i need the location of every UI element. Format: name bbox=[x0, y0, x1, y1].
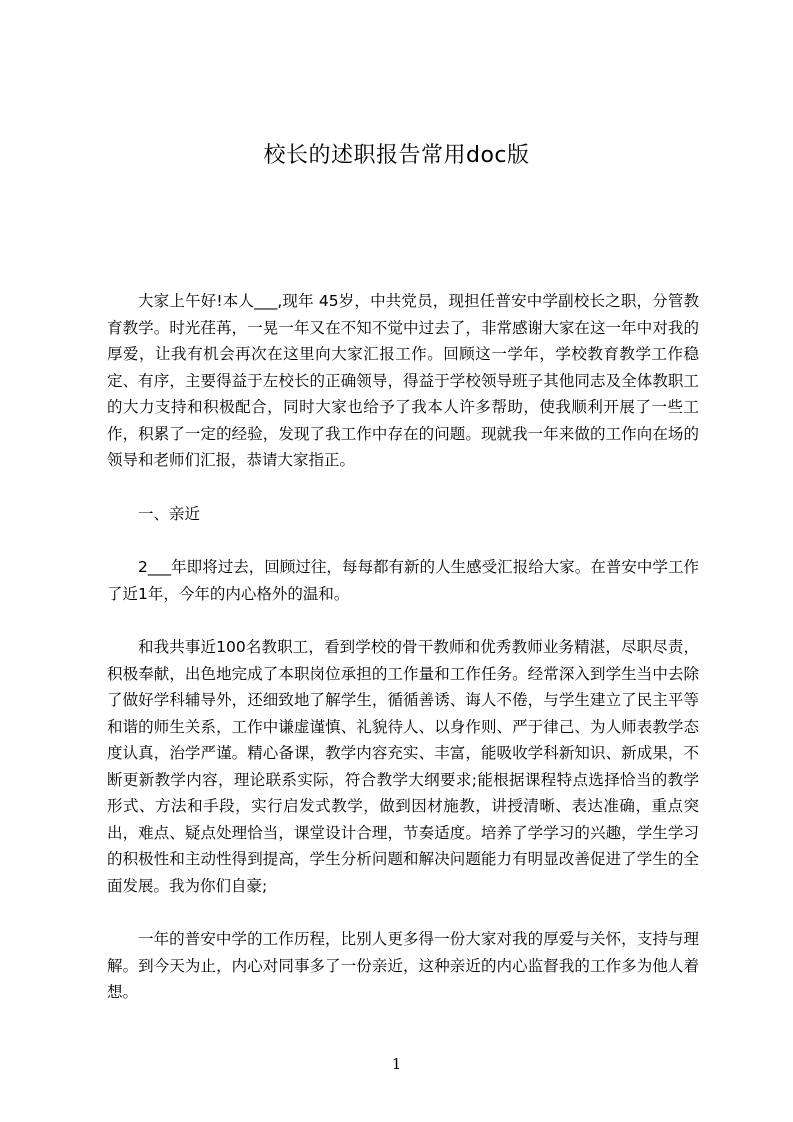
page-number: 1 bbox=[391, 1055, 402, 1073]
paragraph-opening: 大家上午好!本人___,现年 45岁，中共党员，现担任普安中学副校长之职，分管教育教学。时光荏苒，一晃一年又在不知不觉中过去了，非常感谢大家在这一年中对我的厚爱，让我有机会再次在这里向大家汇报工作。回顾这一学年，学校教育教学工作稳定、有序，主要得益于左校长的正确领导，得益于学校领导班子其他同志及全体教职工的大力支持和积极配合，同时大家也给予了我本人许多帮助，使我顺利开展了一些工作，积累了一定的经验，发现了我工作中存在的问题。现就我一年来做的工作向在场的领导和老师们汇报，恭请大家指正。 bbox=[107, 292, 699, 469]
paragraph-work-history: 一年的普安中学的工作历程，比别人更多得一份大家对我的厚爱与关怀，支持与理解。到今天为止，内心对同事多了一份亲近，这种亲近的内心监督我的工作多为他人着想。 bbox=[107, 930, 699, 1001]
paragraph-colleagues: 和我共事近100名教职工，看到学校的骨干教师和优秀教师业务精湛，尽职尽责，积极奉献，出色地完成了本职岗位承担的工作量和工作任务。经常深入到学生当中去除了做好学科辅导外，还细致地了解学生，循循善诱、诲人不倦，与学生建立了民主平等和谐的师生关系，工作中谦虚谨慎、礼貌待人、以身作则、严于律己、为人师表教学态度认真，治学严谨。精心备课，教学内容充实、丰富，能吸收学科新知识、新成果，不断更新教学内容，理论联系实际，符合教学大纲要求;能根据课程特点选择恰当的教学形式、方法和手段，实行启发式教学，做到因材施教，讲授清晰、表达准确，重点突出，难点、疑点处理恰当，课堂设计合理，节奏适度。培养了学学习的兴趣，学生学习的积极性和主动性得到提高，学生分析问题和解决问题能力有明显改善促进了学生的全面发展。我为你们自豪; bbox=[107, 638, 699, 895]
paragraph-year-review: 2___年即将过去，回顾过往，每每都有新的人生感受汇报给大家。在普安中学工作了近1年，今年的内心格外的温和。 bbox=[107, 558, 699, 603]
section-heading-closeness: 一、亲近 bbox=[138, 504, 201, 523]
document-title: 校长的述职报告常用doc版 bbox=[263, 143, 530, 168]
document-body bbox=[107, 288, 699, 1033]
